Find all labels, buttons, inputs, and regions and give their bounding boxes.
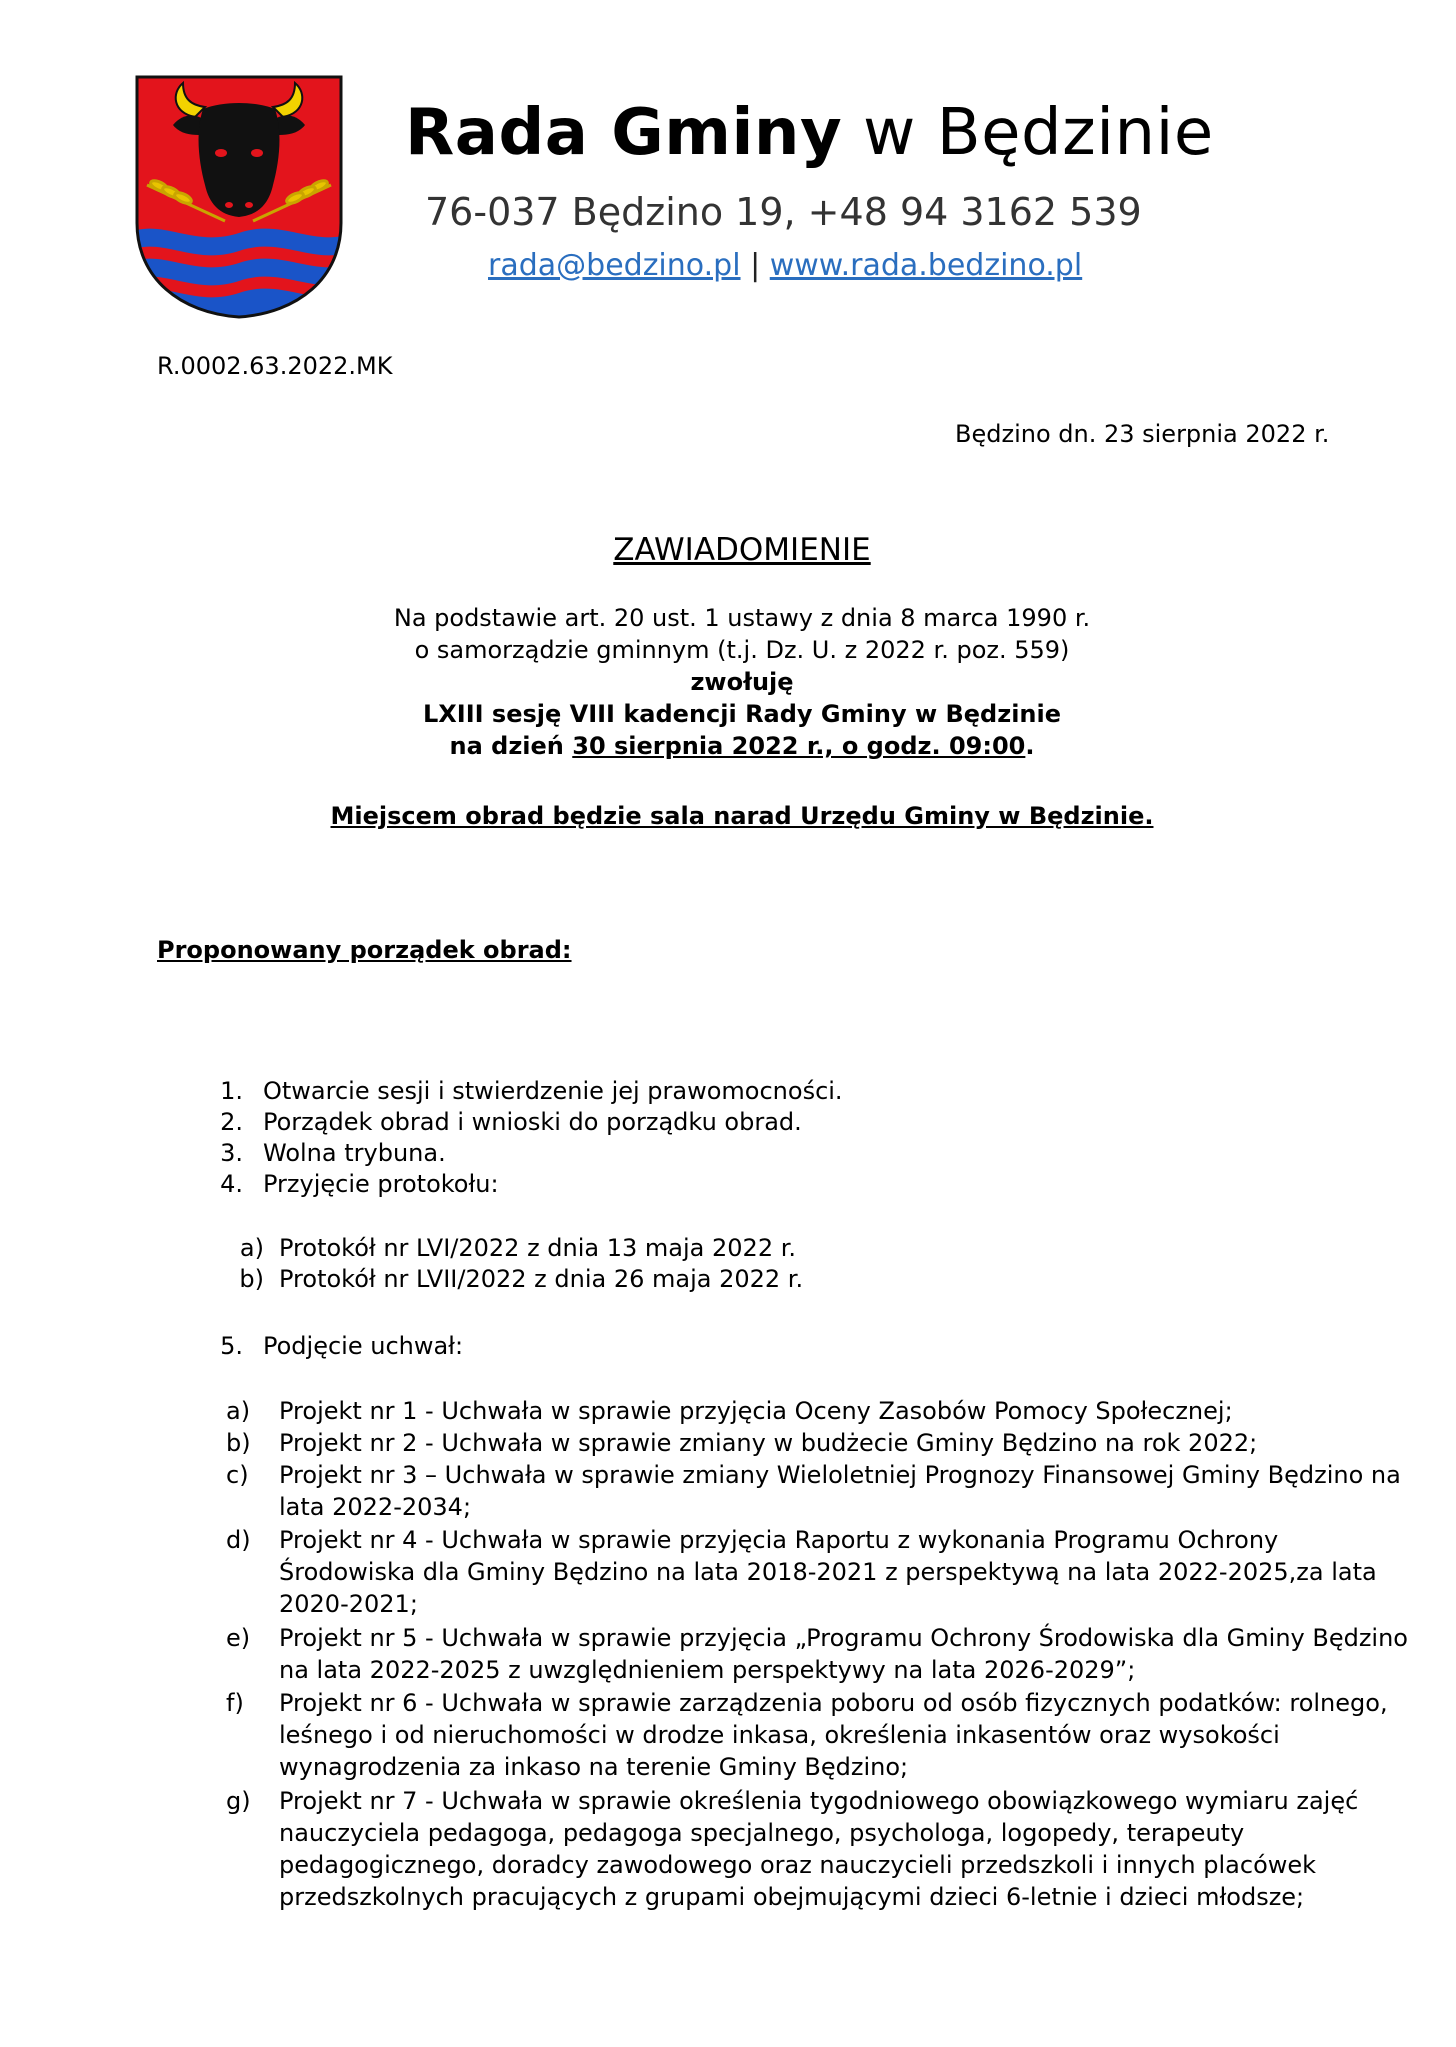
resolution-line: leśnego i od nieruchomości w drodze inkasa, określenia inkasentów oraz wysokości: [279, 1721, 1280, 1749]
resolution-line: 2020-2021;: [279, 1590, 418, 1618]
website-link[interactable]: www.rada.bedzino.pl: [769, 248, 1083, 283]
resolution-item-letter: e): [226, 1624, 251, 1652]
resolution-line: Projekt nr 4 - Uchwała w sprawie przyjęcia Raportu z wykonania Programu Ochrony: [279, 1526, 1279, 1554]
council-title: [405, 96, 1214, 170]
resolution-item-letter: g): [226, 1787, 251, 1815]
notice-body: [0, 602, 1456, 762]
session-date-prefix: na dzień: [449, 732, 573, 760]
agenda-item-number: 4.: [220, 1170, 243, 1198]
resolution-line: na lata 2022-2025 z uwzględnieniem perspektywy na lata 2026-2029”;: [279, 1656, 1136, 1684]
coat-of-arms-logo: [133, 73, 345, 320]
protocol-item-letter: b): [239, 1265, 264, 1293]
agenda-item-number: 1.: [220, 1077, 243, 1105]
notice-line-1: Na podstawie art. 20 ust. 1 ustawy z dnia 8 marca 1990 r.: [393, 604, 1091, 632]
email-link[interactable]: rada@bedzino.pl: [488, 248, 741, 283]
venue-statement: Miejscem obrad będzie sala narad Urzędu Gminy w Będzinie.: [330, 802, 1154, 830]
contact-links: [488, 248, 1082, 283]
agenda-heading: Proponowany porządek obrad:: [157, 936, 572, 964]
resolution-item-text: [279, 1622, 1419, 1686]
agenda-item-text: Podjęcie uchwał:: [263, 1332, 464, 1360]
resolution-item-text: [279, 1459, 1419, 1523]
agenda-item-text: Otwarcie sesji i stwierdzenie jej prawomocności.: [263, 1077, 843, 1105]
notice-line-4: LXIII sesję VIII kadencji Rady Gminy w Będzinie: [422, 700, 1062, 728]
session-date: 30 sierpnia 2022 r., o godz. 09:00: [572, 732, 1026, 760]
protocol-item-text: Protokół nr LVI/2022 z dnia 13 maja 2022 r.: [279, 1234, 797, 1262]
resolution-line: Projekt nr 6 - Uchwała w sprawie zarządzenia poboru od osób fizycznych podatków: rolnego,: [279, 1689, 1388, 1717]
protocol-item-text: Protokół nr LVII/2022 z dnia 26 maja 2022 r.: [279, 1265, 804, 1293]
resolution-item-letter: c): [226, 1461, 249, 1489]
resolution-line: wynagrodzenia za inkaso na terenie Gminy Będzino;: [279, 1753, 909, 1781]
agenda-item-number: 3.: [220, 1139, 243, 1167]
session-date-suffix: .: [1025, 732, 1035, 760]
resolution-line: Projekt nr 2 - Uchwała w sprawie zmiany w budżecie Gminy Będzino na rok 2022;: [279, 1429, 1258, 1457]
notice-line-2: o samorządzie gminnym (t.j. Dz. U. z 2022 r. poz. 559): [414, 636, 1070, 664]
resolution-line: pedagogicznego, doradcy zawodowego oraz nauczycieli przedszkoli i innych placówek: [279, 1851, 1317, 1879]
resolution-item-letter: a): [226, 1397, 251, 1425]
agenda-item-text: Wolna trybuna.: [263, 1139, 446, 1167]
resolution-line: lata 2022-2034;: [279, 1493, 472, 1521]
resolution-item-text: [279, 1687, 1419, 1783]
agenda-item-text: Przyjęcie protokołu:: [263, 1170, 499, 1198]
resolution-item-text: [279, 1785, 1419, 1913]
notice-line-5: [0, 730, 1456, 762]
resolution-item-text: [279, 1395, 1419, 1427]
resolution-line: Środowiska dla Gminy Będzino na lata 2018-2021 z perspektywą na lata 2022-2025,za lata: [279, 1558, 1377, 1586]
contact-separator: |: [750, 248, 761, 283]
resolution-line: Projekt nr 5 - Uchwała w sprawie przyjęcia „Programu Ochrony Środowiska dla Gminy Będzino: [279, 1624, 1408, 1652]
resolution-item-letter: b): [226, 1429, 251, 1457]
agenda-item-number: 2.: [220, 1108, 243, 1136]
resolution-line: przedszkolnych pracujących z grupami obejmującymi dzieci 6-letnie i dzieci młodsze;: [279, 1883, 1305, 1911]
resolution-item-letter: d): [226, 1526, 251, 1554]
resolution-line: Projekt nr 7 - Uchwała w sprawie określenia tygodniowego obowiązkowego wymiaru zajęć: [279, 1787, 1359, 1815]
agenda-item-number: 5.: [220, 1332, 243, 1360]
council-title-regular: w Będzinie: [863, 96, 1214, 170]
notice-line-3: zwołuję: [690, 668, 794, 696]
council-address: 76-037 Będzino 19, +48 94 3162 539: [425, 190, 1142, 234]
document-title: ZAWIADOMIENIE: [613, 532, 871, 568]
resolution-line: nauczyciela pedagoga, pedagoga specjalnego, psychologa, logopedy, terapeuty: [279, 1819, 1245, 1847]
place-date: Będzino dn. 23 sierpnia 2022 r.: [955, 420, 1330, 448]
council-title-bold: Rada Gminy: [405, 96, 843, 170]
resolution-line: Projekt nr 3 – Uchwała w sprawie zmiany Wieloletniej Prognozy Finansowej Gminy Będzino na: [279, 1461, 1401, 1489]
resolution-line: Projekt nr 1 - Uchwała w sprawie przyjęcia Oceny Zasobów Pomocy Społecznej;: [279, 1397, 1233, 1425]
resolution-item-text: [279, 1427, 1419, 1459]
protocol-item-letter: a): [239, 1234, 264, 1262]
resolution-item-text: [279, 1524, 1419, 1620]
reference-number: R.0002.63.2022.MK: [157, 352, 393, 380]
agenda-item-text: Porządek obrad i wnioski do porządku obrad.: [263, 1108, 802, 1136]
resolution-item-letter: f): [226, 1689, 244, 1717]
